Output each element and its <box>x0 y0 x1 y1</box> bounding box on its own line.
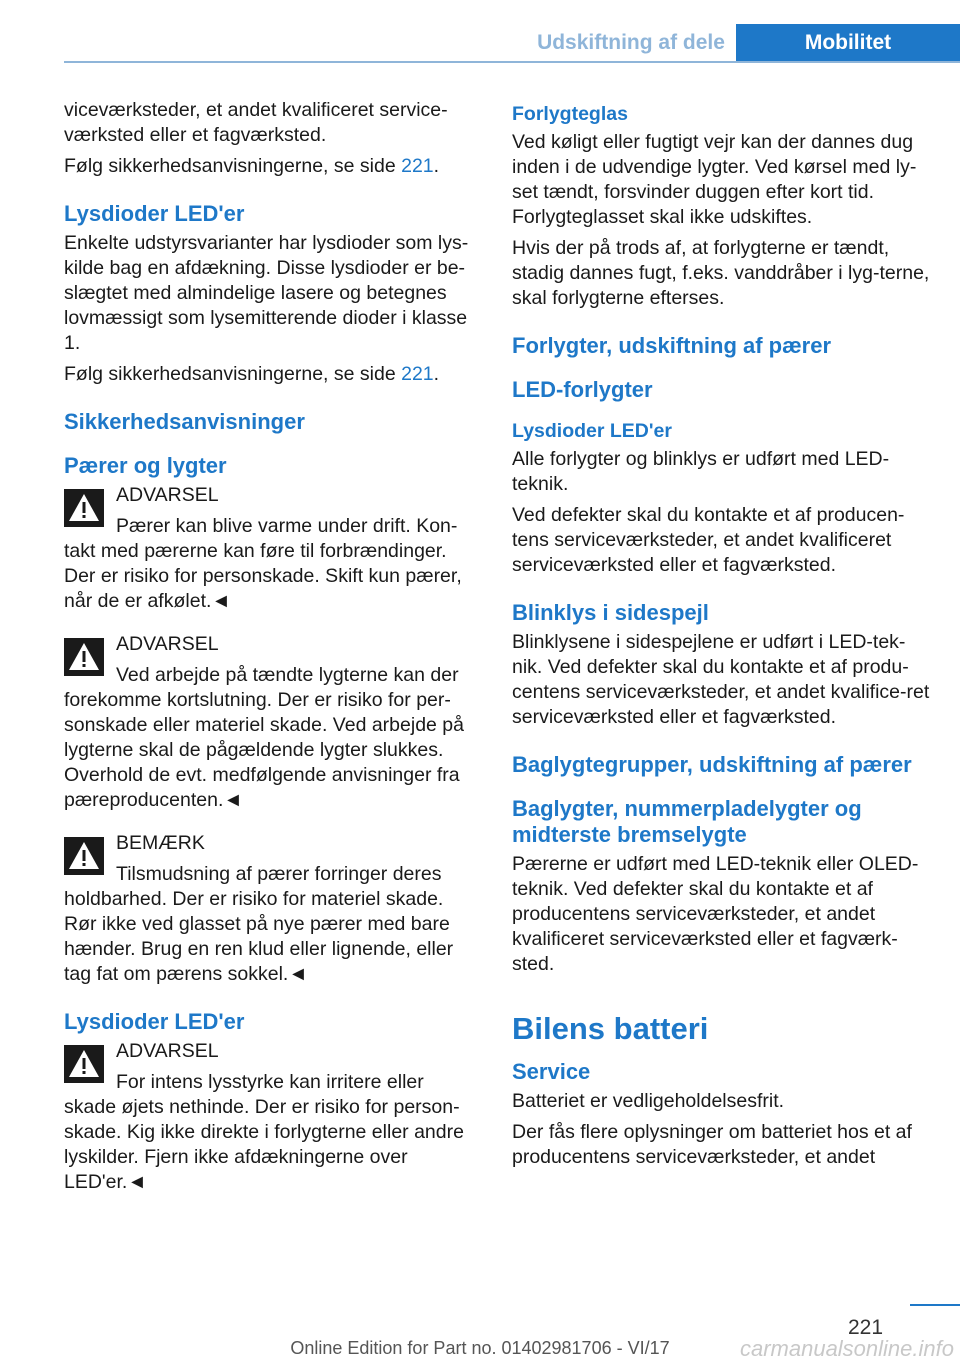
heading-rear-sub: Baglygter, nummerpladelygter og midterste bremselygte <box>512 796 862 847</box>
warning-icon <box>64 489 104 527</box>
led-paragraph: Alle forlygter og blinklys er udført med LED-teknik. <box>512 448 890 495</box>
intro-paragraph: viceværksteder, et andet kvalificeret service-værksted eller et fagværksted. <box>64 99 448 146</box>
heading-led: Lysdioder LED'er <box>64 201 245 226</box>
service-paragraph: Batteriet er vedligeholdelsesfrit. <box>512 1090 785 1112</box>
page-link[interactable]: 221 <box>401 155 434 177</box>
reference-text: Følg sikkerhedsanvisningerne, se side <box>64 363 402 385</box>
mirror-paragraph: Blinklysene i sidespejlene er udført i LED-tek-nik. Ved defekter skal du kontakte et af produ-centens serviceværksteder, et andet kvalifice-ret serviceværksted eller et fagværksted. <box>512 631 930 728</box>
edition-footer: Online Edition for Part no. 01402981706 - VI/17 <box>290 1338 670 1358</box>
heading-safety: Sikkerhedsanvisninger <box>64 409 305 434</box>
warning-label: ADVARSEL <box>116 633 219 655</box>
chapter-tab[interactable]: Mobilitet <box>736 24 960 62</box>
safety-reference <box>64 154 476 179</box>
note-block <box>64 831 476 987</box>
heading-led-headlights: LED-forlygter <box>512 377 653 402</box>
warning-text: Pærer kan blive varme under drift. Kon-takt med pærerne kan føre til forbrændinger. Der er risiko for personskade. Skift kun pærer, når de er afkølet.◄ <box>64 515 462 612</box>
watermark: carmanualsonline.info <box>739 1336 954 1361</box>
note-text: Tilsmudsning af pærer forringer deres holdbarhed. Der er risiko for materiel skade. Rør ikke ved glasset på nye pærer med bare hænder. Brug en ren klud eller lignende, eller tag fat om pærens sokkel.◄ <box>64 863 454 985</box>
section-tab[interactable]: Udskiftning af dele <box>537 31 725 54</box>
heading-led-sub: Lysdioder LED'er <box>512 420 672 442</box>
heading-service: Service <box>512 1059 591 1084</box>
header-rule <box>64 61 960 63</box>
reference-text: Følg sikkerhedsanvisningerne, se side <box>64 155 402 177</box>
rear-paragraph: Pærerne er udført med LED-teknik eller OLED-teknik. Ved defekter skal du kontakte et af producentens serviceværksteder, et andet kvalificeret serviceværksted eller et fagværk-sted. <box>512 853 919 975</box>
reference-end: . <box>433 155 440 177</box>
heading-headlight-glass: Forlygteglas <box>512 103 628 125</box>
glass-paragraph: Ved køligt eller fugtigt vejr kan der dannes dug inden i de udvendige lygter. Ved kørsel med ly-set tændt, forsvinder duggen efter kort tid. Forlygteglasset skal ikke udskiftes. <box>512 131 917 228</box>
heading-bulbs: Pærer og lygter <box>64 453 227 478</box>
heading-headlights: Forlygter, udskiftning af pærer <box>512 333 832 358</box>
warning-block <box>64 1039 476 1195</box>
warning-text: For intens lysstyrke kan irritere eller skade øjets nethinde. Der er risiko for person-skade. Kig ikke direkte i forlygterne eller andre lyskilder. Fjern ikke afdækningerne over LED'er.◄ <box>64 1071 464 1193</box>
warning-icon <box>64 1045 104 1083</box>
warning-label: ADVARSEL <box>116 1040 219 1062</box>
footer-rule <box>910 1304 960 1306</box>
heading-led-2: Lysdioder LED'er <box>64 1009 245 1034</box>
page-link[interactable]: 221 <box>401 363 434 385</box>
warning-block <box>64 483 476 614</box>
reference-end: . <box>433 363 440 385</box>
page-number: 221 <box>848 1316 884 1339</box>
page-header <box>0 0 960 62</box>
warning-text: Ved arbejde på tændte lygterne kan der forekomme kortslutning. Der er risiko for per-sonskade eller materiel skade. Ved arbejde på lygterne skal de pågældende lygter slukkes. Overhold de evt. medfølgende anvisninger fra pæreproducenten.◄ <box>64 664 464 811</box>
note-label: BEMÆRK <box>116 832 205 854</box>
warning-icon <box>64 837 104 875</box>
right-column <box>512 102 932 1176</box>
glass-paragraph: Hvis der på trods af, at forlygterne er tændt, stadig dannes fugt, f.eks. vanddråber i lyg-terne, skal forlygterne efterses. <box>512 237 930 309</box>
heading-rear-lights: Baglygtegrupper, udskiftning af pærer <box>512 752 912 777</box>
heading-mirror: Blinklys i sidespejl <box>512 600 709 625</box>
left-column <box>64 98 476 1201</box>
warning-block <box>64 632 476 813</box>
warning-label: ADVARSEL <box>116 484 219 506</box>
service-paragraph: Der fås flere oplysninger om batteriet hos et af producentens serviceværksteder, et andet <box>512 1121 912 1168</box>
led-paragraph: Enkelte udstyrsvarianter har lysdioder som lys-kilde bag en afdækning. Disse lysdioder er be-slægtet med almindelige lasere og betegnes lovmæssigt som lysemitterende dioder i klasse 1. <box>64 232 469 354</box>
led-paragraph: Ved defekter skal du kontakte et af producen-tens serviceværksteder, et andet kvalificeret serviceværksted eller et fagværksted. <box>512 504 905 576</box>
warning-icon <box>64 638 104 676</box>
heading-battery: Bilens batteri <box>512 1011 709 1046</box>
safety-reference <box>64 362 476 387</box>
